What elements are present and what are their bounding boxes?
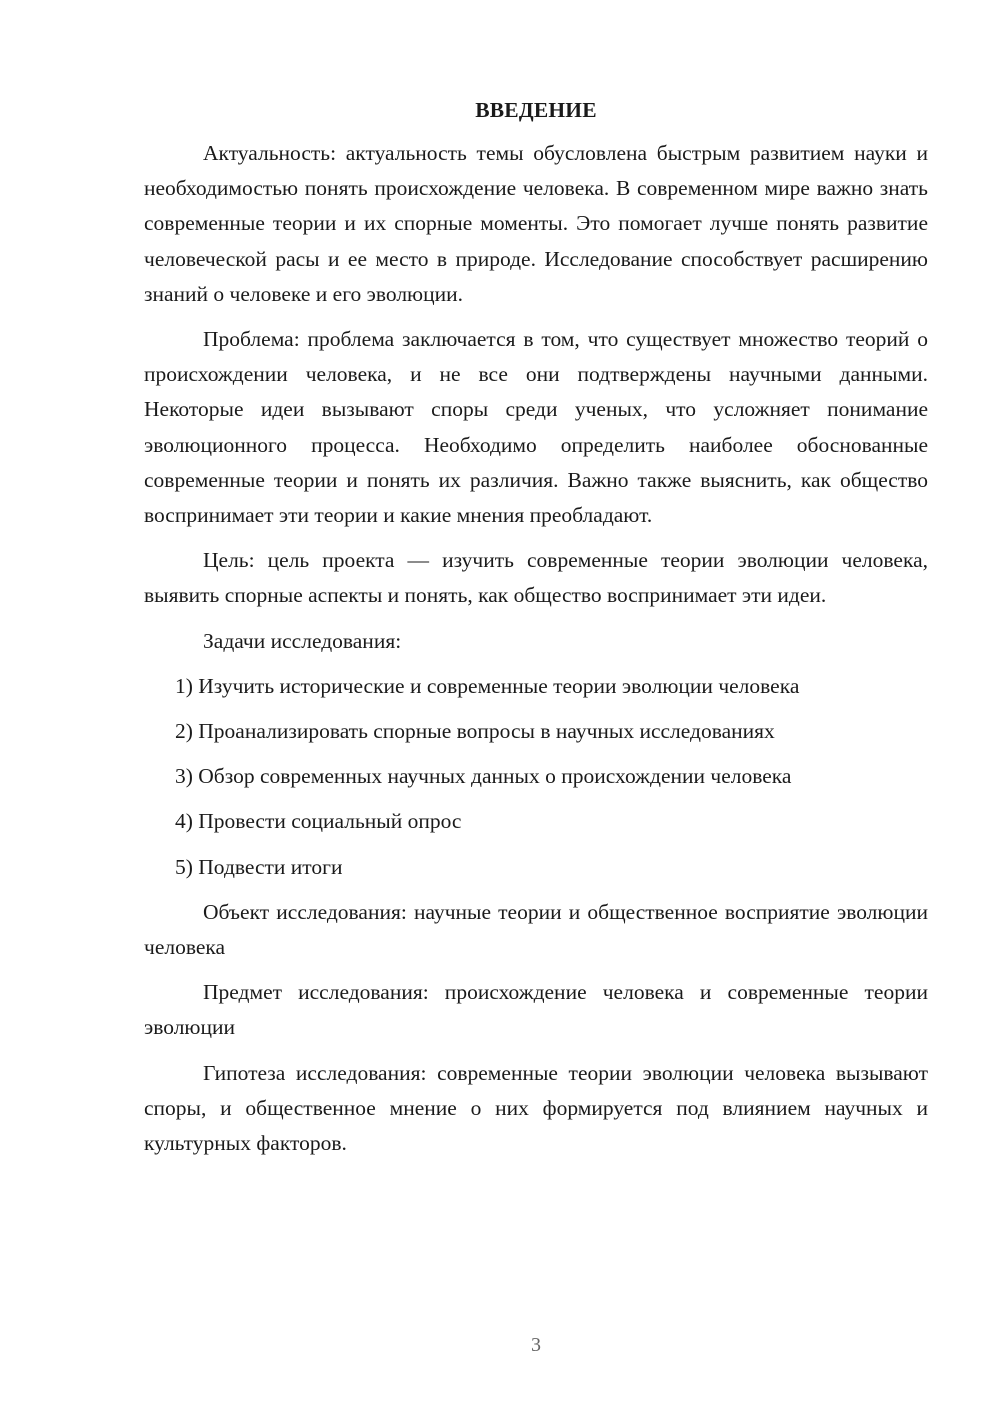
paragraph-relevance: Актуальность: актуальность темы обусловлена быстрым развитием науки и необходимостью понять происхождение человека. В современном мире важно знать современные теории и их спорные моменты. Это помогает лучше понять развитие человеческой расы и ее место в природе. Исследование способствует расширению знаний о человеке и его эволюции. — [144, 141, 928, 306]
paragraph-object: Объект исследования: научные теории и общественное восприятие эволюции человека — [144, 899, 928, 960]
task-item: 2) Проанализировать спорные вопросы в научных исследованиях — [175, 719, 775, 744]
paragraph-subject: Предмет исследования: происхождение человека и современные теории эволюции — [144, 980, 928, 1040]
section-title: ВВЕДЕНИЕ — [475, 98, 597, 122]
document-page — [144, 92, 928, 1161]
task-item: 3) Обзор современных научных данных о происхождении человека — [175, 764, 792, 789]
task-list — [144, 669, 928, 885]
page-number: 3 — [531, 1334, 541, 1356]
task-item: 5) Подвести итоги — [175, 854, 343, 879]
tasks-heading: Задачи исследования: — [203, 628, 402, 653]
paragraph-problem: Проблема: проблема заключается в том, что существует множество теорий о происхождении человека, и не все они подтверждены научными данными. Некоторые идеи вызывают споры среди ученых, что усложняет понимание эволюционного процесса. Необходимо определить наиболее обоснованные современные теории и понять их различия. Важно также выяснить, как общество воспринимает эти теории и какие мнения преобладают. — [144, 327, 928, 528]
task-item: 1) Изучить исторические и современные теории эволюции человека — [175, 673, 800, 698]
paragraph-goal: Цель: цель проекта — изучить современные теории эволюции человека, выявить спорные аспекты и понять, как общество воспринимает эти идеи. — [144, 548, 928, 608]
task-item: 4) Провести социальный опрос — [175, 809, 462, 834]
paragraph-hypothesis: Гипотеза исследования: современные теории эволюции человека вызывают споры, и общественное мнение о них формируется под влиянием научных и культурных факторов. — [144, 1060, 928, 1156]
